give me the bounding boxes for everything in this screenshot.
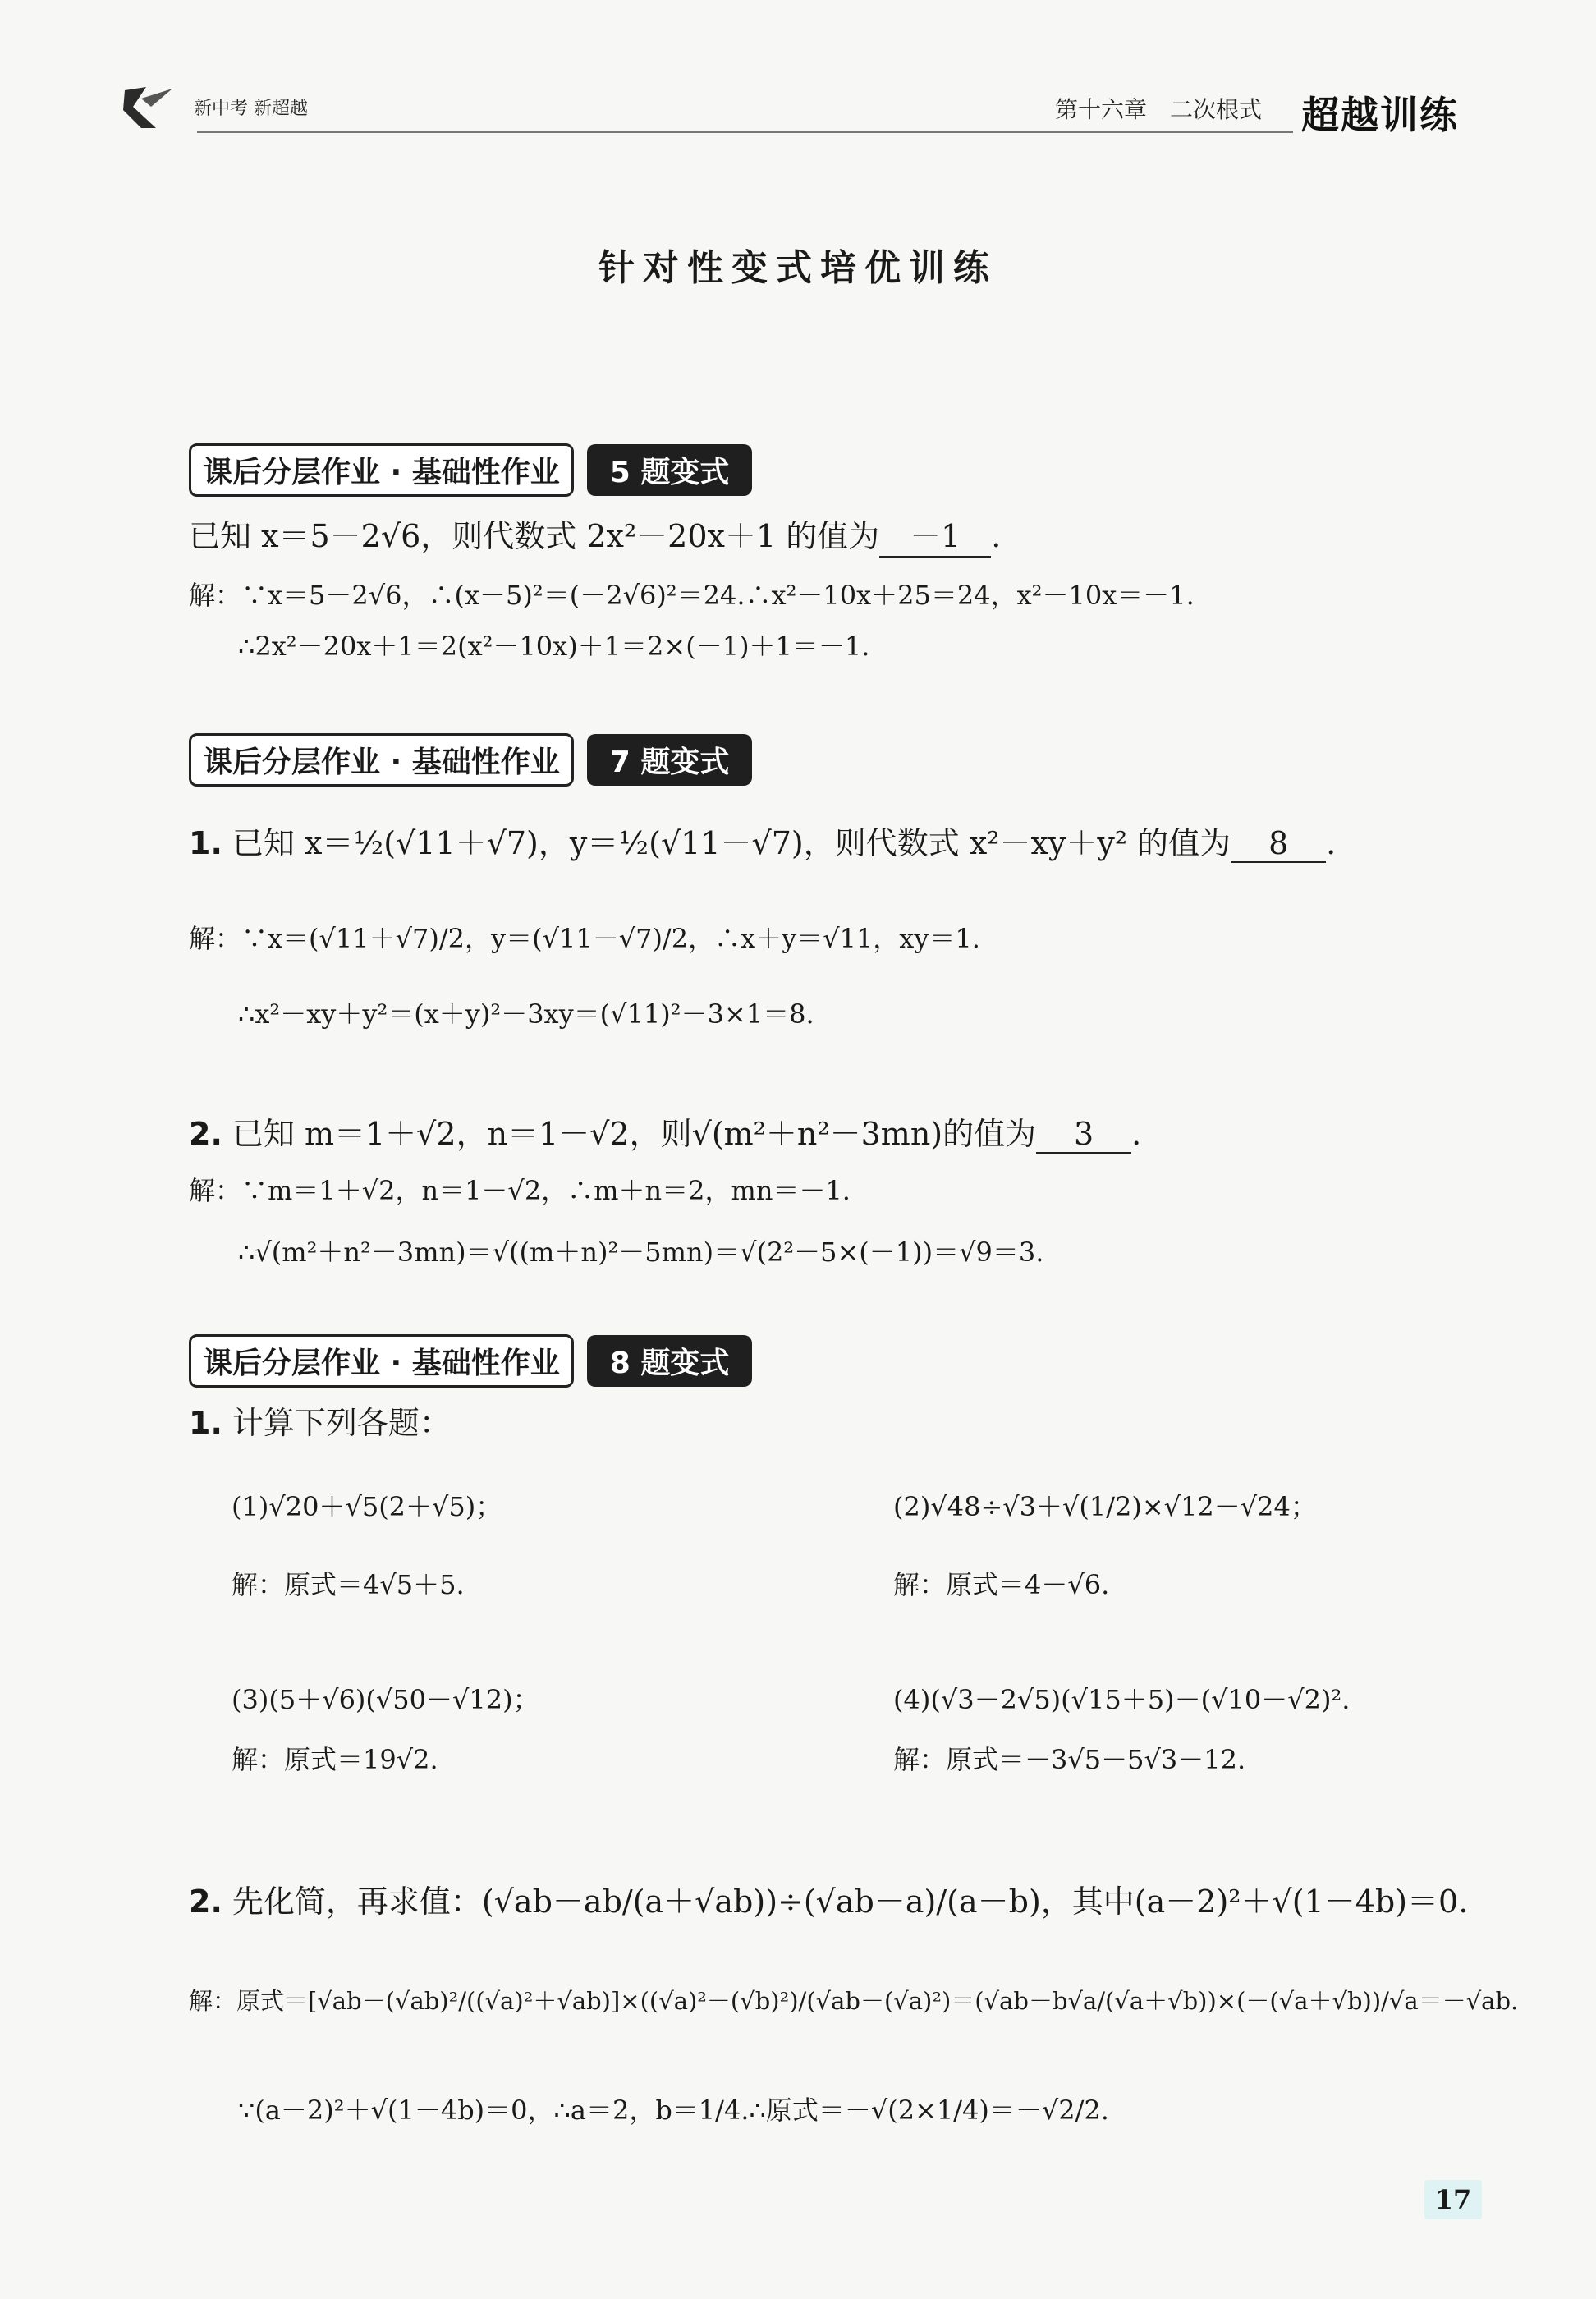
solution-line: 解：∵x＝(√11＋√7)/2，y＝(√11－√7)/2，∴x＋y＝√11，xy＝1.	[189, 923, 980, 954]
problem-statement: 2. 已知 m＝1＋√2，n＝1－√2，则√(m²＋n²－3mn)的值为 3 .	[189, 1116, 1142, 1152]
answer-blank: －1	[879, 511, 991, 558]
section-header-7	[189, 733, 752, 787]
answer-blank: 8	[1231, 825, 1326, 863]
solution-line: 解：∵m＝1＋√2，n＝1－√2，∴m＋n＝2，mn＝－1.	[189, 1175, 851, 1206]
solution-line: ∴x²－xy＋y²＝(x＋y)²－3xy＝(√11)²－3×1＝8.	[238, 998, 814, 1030]
problem-statement: 已知 x＝5－2√6，则代数式 2x²－20x＋1 的值为 －1 .	[189, 511, 1001, 558]
header-divider	[197, 131, 1293, 133]
answer-blank: 3	[1036, 1116, 1131, 1154]
problem-number: 1.	[189, 1405, 222, 1441]
problem-text: 已知 x＝½(√11＋√7)，y＝½(√11－√7)，则代数式 x²－xy＋y² 的值为	[232, 825, 1231, 861]
solution-line: ∵(a－2)²＋√(1－4b)＝0，∴a＝2，b＝1/4.∴原式＝－√(2×1/4)＝－√2/2.	[238, 2095, 1109, 2126]
subproblem-4-solution: 解：原式＝－3√5－5√3－12.	[893, 1744, 1246, 1775]
brand-logo	[123, 82, 182, 131]
solution-line: ∴2x²－20x＋1＝2(x²－10x)＋1＝2×(－1)＋1＝－1.	[238, 631, 870, 662]
section-title: 超越训练	[1301, 93, 1459, 137]
section-label: 课后分层作业 · 基础性作业	[189, 443, 574, 497]
problem-statement	[189, 1876, 1468, 1921]
problem-text: 先化简，再求值：(√ab－ab/(a＋√ab))÷(√ab－a)/(a－b)，其中(a－2)²＋√(1－4b)＝0.	[232, 1884, 1469, 1920]
solution-line: 解：原式＝[√ab－(√ab)²/((√a)²＋√ab)]×((√a)²－(√b)²)/(√ab－(√a)²)＝(√ab－b√a/(√a＋√b))×(－(√a＋√b))/√a＝－√ab.	[189, 1987, 1519, 2015]
section-header-5	[189, 443, 752, 497]
problem-number: 2.	[189, 1116, 222, 1152]
problem-text: 计算下列各题：	[232, 1405, 451, 1441]
brand-text: 新中考 新超越	[194, 98, 308, 119]
header-brand	[123, 82, 308, 131]
subproblem-4: (4)(√3－2√5)(√15＋5)－(√10－√2)².	[893, 1684, 1351, 1715]
section-label: 课后分层作业 · 基础性作业	[189, 733, 574, 787]
subproblem-3-solution: 解：原式＝19√2.	[232, 1744, 438, 1775]
problem-text: 已知 m＝1＋√2，n＝1－√2，则√(m²＋n²－3mn)的值为	[232, 1116, 1037, 1152]
page-title: 针对性变式培优训练	[598, 247, 998, 289]
subproblem-1-solution: 解：原式＝4√5＋5.	[232, 1569, 465, 1600]
section-tag: 7 题变式	[587, 734, 753, 786]
section-label: 课后分层作业 · 基础性作业	[189, 1334, 574, 1388]
problem-number: 1.	[189, 825, 222, 861]
subproblem-3: (3)(5＋√6)(√50－√12)；	[232, 1684, 539, 1715]
problem-statement: 1. 已知 x＝½(√11＋√7)，y＝½(√11－√7)，则代数式 x²－xy＋y² 的值为 8 .	[189, 825, 1337, 861]
subproblem-2-solution: 解：原式＝4－√6.	[893, 1569, 1110, 1600]
section-tag: 5 题变式	[587, 444, 753, 496]
chapter-title: 第十六章 二次根式	[1055, 96, 1263, 123]
solution-line: 解：∵x＝5－2√6，∴(x－5)²＝(－2√6)²＝24.∴x²－10x＋25＝24，x²－10x＝－1.	[189, 580, 1195, 611]
problem-statement	[189, 1397, 451, 1443]
subproblem-2: (2)√48÷√3＋√(1/2)×√12－√24；	[893, 1491, 1317, 1522]
problem-text: 已知 x＝5－2√6，则代数式 2x²－20x＋1 的值为	[189, 518, 880, 554]
section-tag: 8 题变式	[587, 1335, 753, 1387]
section-header-8	[189, 1334, 752, 1388]
solution-line: ∴√(m²＋n²－3mn)＝√((m＋n)²－5mn)＝√(2²－5×(－1))＝√9＝3.	[238, 1237, 1044, 1268]
page-number: 17	[1424, 2180, 1482, 2219]
subproblem-1: (1)√20＋√5(2＋√5)；	[232, 1491, 502, 1522]
problem-number: 2.	[189, 1884, 222, 1920]
